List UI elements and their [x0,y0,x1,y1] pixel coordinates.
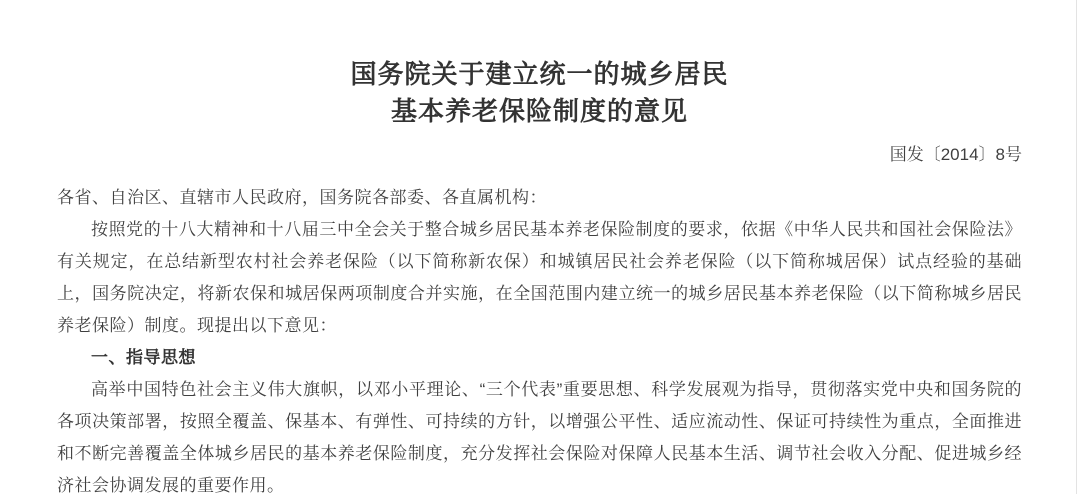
document-title-line-1: 国务院关于建立统一的城乡居民 [350,59,729,89]
paragraph-preamble: 按照党的十八大精神和十八届三中全会关于整合城乡居民基本养老保险制度的要求，依据《中华人民共和国社会保险法》有关规定，在总结新型农村社会养老保险（以下简称新农保）和城镇居民社会养老保险（以下简称城居保）试点经验的基础上，国务院决定，将新农保和城居保两项制度合并实施，在全国范围内建立统一的城乡居民基本养老保险（以下简称城乡居民养老保险）制度。现提出以下意见： [57,220,1022,335]
right-edge-divider [1076,0,1077,494]
document-title-line-2: 基本养老保险制度的意见 [390,96,688,126]
document-title [57,56,1022,130]
salutation-line: 各省、自治区、直辖市人民政府，国务院各部委、各直属机构： [57,188,547,207]
document-body [57,182,1022,494]
paragraph-guiding-ideology: 高举中国特色社会主义伟大旗帜，以邓小平理论、“三个代表”重要思想、科学发展观为指导，贯彻落实党中央和国务院的各项决策部署，按照全覆盖、保基本、有弹性、可持续的方针，以增强公平性、适应流动性、保证可持续性为重点，全面推进和不断完善覆盖全体城乡居民的基本养老保险制度，充分发挥社会保险对保障人民基本生活、调节社会收入分配、促进城乡经济社会协调发展的重要作用。 [57,380,1022,494]
section-heading-guiding-ideology: 一、指导思想 [91,348,196,367]
document-number: 国发〔2014〕8号 [889,145,1022,164]
